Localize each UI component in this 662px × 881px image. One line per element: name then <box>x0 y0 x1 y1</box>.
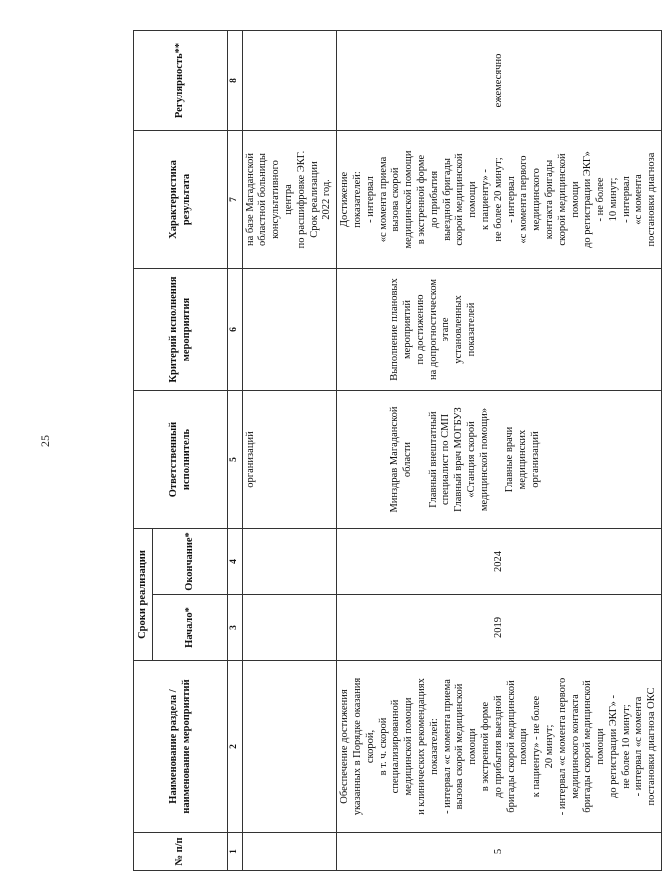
text-line: выездной бригады <box>441 158 453 241</box>
col-number: 8 <box>228 31 243 131</box>
text-line: до регистрации ЭКГ» <box>582 151 594 248</box>
text-line: постановки диагноза ОКС <box>646 687 658 806</box>
col-number: 1 <box>228 833 243 871</box>
cell-result <box>242 131 337 269</box>
text-line: в т. ч. скорой <box>377 717 389 776</box>
text-line: в экстренной форме <box>479 701 491 792</box>
header-executor: Ответственный исполнитель <box>134 391 228 529</box>
text-line: контакта бригады <box>543 159 555 240</box>
text-line: показателей: <box>351 171 363 228</box>
text-line: до прибытия выездной <box>492 695 504 798</box>
text-line: организаций <box>529 431 541 488</box>
text-line: «с момента приема <box>377 156 389 243</box>
cell-end <box>242 529 337 595</box>
text-line: Минздрав Магаданской <box>389 406 401 513</box>
text-line: скорой медицинской <box>454 153 466 246</box>
text-line: к пациенту» - не более <box>531 695 543 798</box>
text-line: - не более <box>595 177 607 222</box>
text-line: скорой, <box>364 729 376 764</box>
cell-num: 5 <box>337 833 662 871</box>
text-line: - интервал «с момента приема <box>441 679 453 814</box>
header-num: № п/п <box>134 833 228 871</box>
text-line: помощи <box>518 728 530 765</box>
page-number: 25 <box>38 435 52 447</box>
text-line: по достижению <box>414 294 426 365</box>
text-line: Главный врач МОГБУЗ <box>453 407 465 512</box>
col-number: 7 <box>228 131 243 269</box>
table-row <box>337 31 662 871</box>
text-line: медицинской помощи <box>403 150 415 249</box>
text-line: Достижение <box>339 171 351 228</box>
text-line: 20 минут; <box>543 724 555 769</box>
header-criterion: Критерий исполнения мероприятия <box>134 269 228 391</box>
program-table <box>133 30 662 871</box>
cell-criterion <box>242 269 337 391</box>
text-line: и клинических рекомендациях <box>415 678 427 815</box>
cell-regularity: ежемесячно <box>337 31 662 131</box>
text-line: 10 минут; <box>607 177 619 222</box>
text-line: постановки диагноза <box>646 152 658 247</box>
text-line: - интервал <box>505 176 517 223</box>
text-line: - интервал <box>364 176 376 223</box>
text-line: не более 20 минут; <box>492 157 504 242</box>
text-line: областной больницы <box>257 153 269 246</box>
cell-criterion <box>337 269 662 391</box>
text-line: до прибытия <box>428 170 440 229</box>
col-number: 4 <box>228 529 243 595</box>
text-line: помощи <box>467 181 479 218</box>
text-line: «с момента первого <box>518 155 530 244</box>
col-number: 3 <box>228 595 243 661</box>
text-line: бригады скорой медицинской <box>505 680 517 813</box>
text-line: не более 10 минут; <box>620 704 632 789</box>
column-number-row <box>228 31 243 871</box>
text-line: к пациенту» - <box>479 169 491 230</box>
header-name: Наименование раздела /наименование мероприятий <box>134 661 228 833</box>
text-line: консультативного <box>270 160 282 239</box>
text-line: Главный внештатный <box>427 411 439 508</box>
text-line: вызова скорой медицинской <box>454 683 466 810</box>
text-line: «с момента <box>633 174 645 225</box>
cell-num <box>242 833 337 871</box>
text-line: медицинского контакта <box>569 694 581 799</box>
cell-end: 2024 <box>337 529 662 595</box>
text-line: Выполнение плановых <box>389 278 401 381</box>
text-line: Обеспечение достижения <box>339 689 351 804</box>
rotated-table-wrapper <box>133 31 658 871</box>
text-line: 2022 год. <box>321 179 333 220</box>
text-line: медицинской помощи <box>403 697 415 796</box>
text-line: помощи <box>467 728 479 765</box>
text-line: мероприятий <box>401 300 413 359</box>
text-line: - интервал <box>620 176 632 223</box>
header-end: Окончание* <box>153 529 228 595</box>
text-line: медицинской помощи» <box>478 407 490 512</box>
text-line: бригады скорой медицинской <box>582 680 594 813</box>
text-line: установленных <box>453 295 465 364</box>
text-line: до регистрации ЭКГ» - <box>607 695 619 798</box>
header-row-1 <box>134 31 153 871</box>
cell-name <box>337 661 662 833</box>
header-start: Начало* <box>153 595 228 661</box>
text-line: Срок реализации <box>308 161 320 238</box>
col-number: 5 <box>228 391 243 529</box>
cell-regularity <box>242 31 337 131</box>
text-line: на базе Магаданской <box>244 152 256 247</box>
text-line: вызова скорой <box>390 167 402 232</box>
text-line: «Станция скорой <box>465 421 477 498</box>
cell-start: 2019 <box>337 595 662 661</box>
text-line: по расшифровке ЭКГ. <box>295 150 307 249</box>
text-line: - интервал «с момента <box>633 696 645 797</box>
col-number: 6 <box>228 269 243 391</box>
text-line: центра <box>282 184 294 215</box>
text-line: - интервал «с момента первого <box>556 677 568 816</box>
text-line: помощи <box>595 728 607 765</box>
text-line <box>492 394 505 525</box>
text-line: скорой медицинской <box>556 153 568 246</box>
text-line: указанных в Порядке оказания <box>351 677 363 816</box>
text-line: на допрогностическом этапе <box>427 278 452 381</box>
text-line: показателей: <box>428 718 440 775</box>
header-regularity: Регулярность** <box>134 31 228 131</box>
text-line: медицинского <box>531 168 543 231</box>
text-line: специализированной <box>390 699 402 794</box>
header-result: Характеристика результата <box>134 131 228 269</box>
cell-result <box>337 131 662 269</box>
text-line: Главные врачи <box>504 426 516 493</box>
cell-name <box>242 661 337 833</box>
text-line: медицинских <box>517 429 529 490</box>
text-line: показателей <box>465 302 477 357</box>
text-line <box>415 394 428 525</box>
cell-executor <box>337 391 662 529</box>
cell-start <box>242 595 337 661</box>
text-line: помощи <box>569 181 581 218</box>
text-line: специалист по СМП <box>440 413 452 506</box>
cell-executor: организаций <box>242 391 337 529</box>
text-line: области <box>401 441 413 478</box>
col-number: 2 <box>228 661 243 833</box>
header-terms: Сроки реализации <box>134 529 153 661</box>
text-line: в экстренной форме <box>415 154 427 245</box>
table-row <box>242 31 337 871</box>
